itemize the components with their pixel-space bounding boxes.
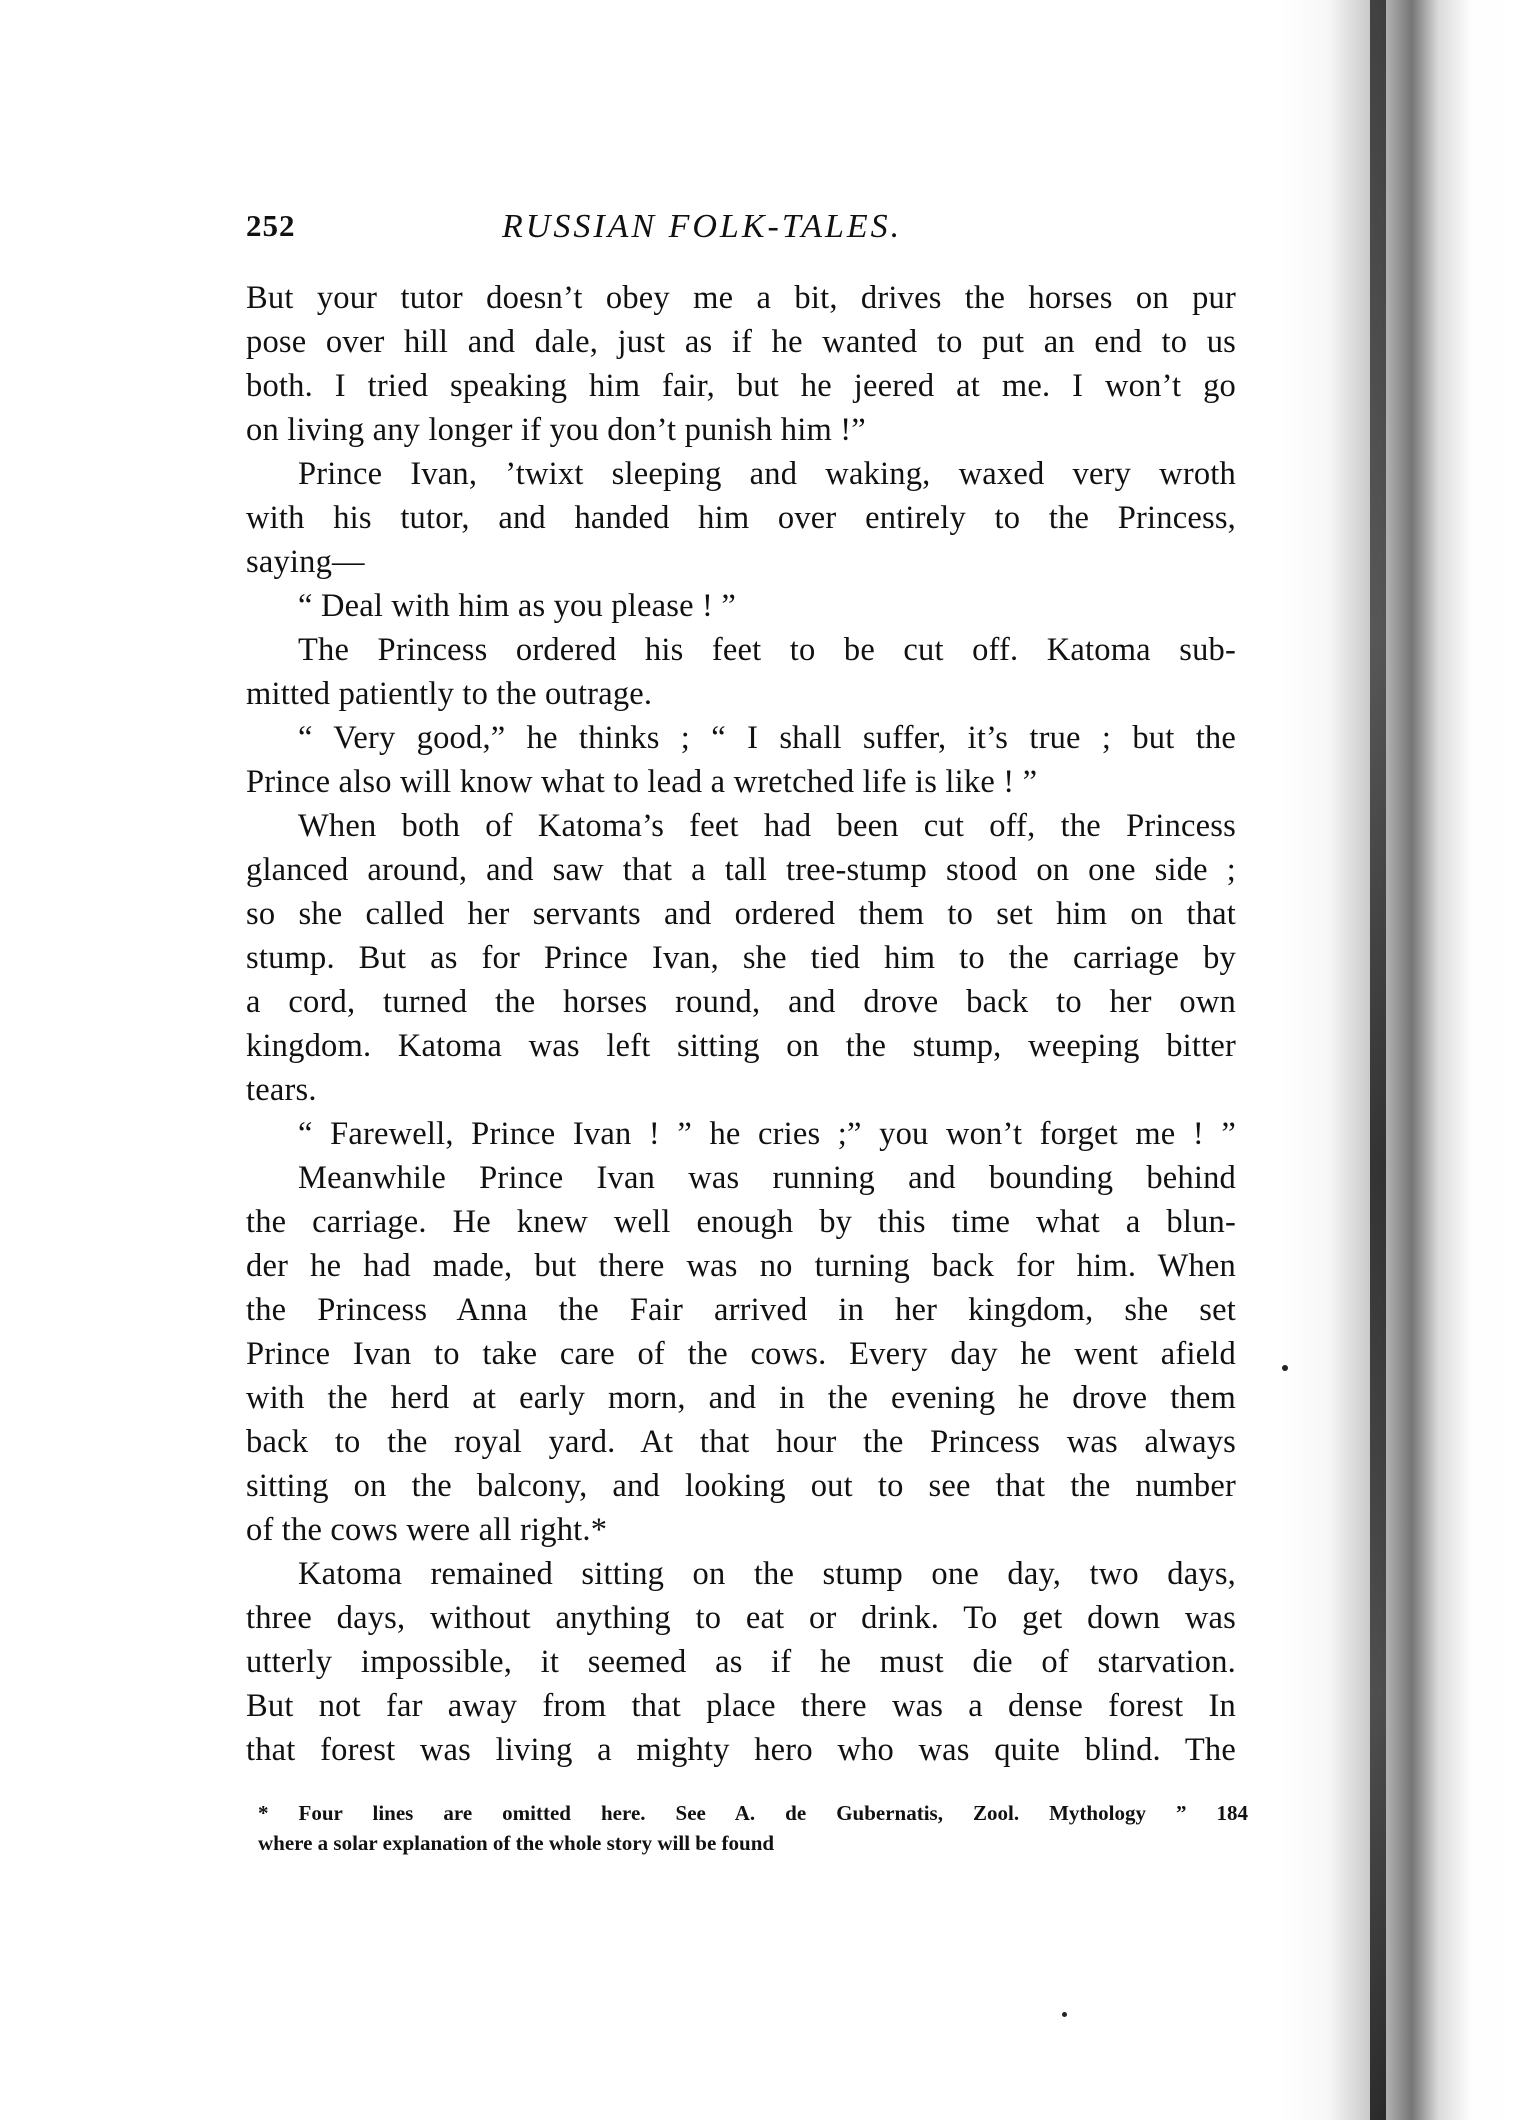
text-line: pose over hill and dale, just as if he wanted to put an end to us (246, 324, 1236, 360)
text-line: kingdom. Katoma was left sitting on the stump, weeping bitter (246, 1028, 1236, 1064)
text-line: The Princess ordered his feet to be cut off. Katoma sub- (298, 632, 1236, 668)
page-number: 252 (246, 208, 296, 243)
text-line: the Princess Anna the Fair arrived in her kingdom, she set (246, 1292, 1236, 1328)
footnote-line: where a solar explanation of the whole story will be found (258, 1831, 775, 1855)
text-line: der he had made, but there was no turning back for him. When (246, 1248, 1236, 1284)
text-line: But not far away from that place there was a dense forest In (246, 1688, 1236, 1724)
footnote (258, 1798, 1248, 1858)
text-line: utterly impossible, it seemed as if he must die of starvation. (246, 1644, 1236, 1680)
text-line: Meanwhile Prince Ivan was running and bounding behind (298, 1160, 1236, 1196)
text-line: Prince Ivan, ’twixt sleeping and waking, waxed very wroth (298, 456, 1236, 492)
text-line: back to the royal yard. At that hour the Princess was always (246, 1424, 1236, 1460)
binding-edge (1370, 0, 1386, 2120)
text-line: with his tutor, and handed him over entirely to the Princess, (246, 500, 1236, 536)
text-line: that forest was living a mighty hero who was quite blind. The (246, 1732, 1236, 1768)
running-title: RUSSIAN FOLK-TALES. (502, 208, 903, 245)
ink-speck (1062, 2012, 1067, 2017)
text-line: mitted patiently to the outrage. (246, 676, 653, 712)
text-line: Katoma remained sitting on the stump one day, two days, (298, 1556, 1236, 1592)
text-line: the carriage. He knew well enough by this time what a blun- (246, 1204, 1236, 1240)
text-line: Prince also will know what to lead a wretched life is like ! ” (246, 764, 1038, 800)
text-line: glanced around, and saw that a tall tree-stump stood on one side ; (246, 852, 1236, 888)
text-line: tears. (246, 1072, 317, 1108)
body-text (246, 276, 1236, 1772)
text-line: a cord, turned the horses round, and drove back to her own (246, 984, 1236, 1020)
text-line: When both of Katoma’s feet had been cut off, the Princess (298, 808, 1236, 844)
ink-speck (1282, 1365, 1288, 1371)
text-line: “ Farewell, Prince Ivan ! ” he cries ;” you won’t forget me ! ” (298, 1116, 1236, 1152)
text-line: But your tutor doesn’t obey me a bit, drives the horses on pur (246, 280, 1236, 316)
text-line: stump. But as for Prince Ivan, she tied him to the carriage by (246, 940, 1236, 976)
text-line: “ Deal with him as you please ! ” (298, 588, 736, 624)
text-line: on living any longer if you don’t punish him !” (246, 412, 866, 448)
text-line: of the cows were all right.* (246, 1512, 608, 1548)
text-line: three days, without anything to eat or drink. To get down was (246, 1600, 1236, 1636)
text-line: sitting on the balcony, and looking out to see that the number (246, 1468, 1236, 1504)
text-line: Prince Ivan to take care of the cows. Every day he went afield (246, 1336, 1236, 1372)
text-line: so she called her servants and ordered them to set him on that (246, 896, 1236, 932)
binding-gutter-shadow (1280, 0, 1520, 2120)
text-line: both. I tried speaking him fair, but he jeered at me. I won’t go (246, 368, 1236, 404)
text-line: saying— (246, 544, 365, 580)
footnote-line: * Four lines are omitted here. See A. de Gubernatis, Zool. Mythology ” 184 (258, 1801, 1248, 1825)
text-line: “ Very good,” he thinks ; “ I shall suffer, it’s true ; but the (298, 720, 1236, 756)
running-head (246, 208, 1236, 258)
text-line: with the herd at early morn, and in the evening he drove them (246, 1380, 1236, 1416)
